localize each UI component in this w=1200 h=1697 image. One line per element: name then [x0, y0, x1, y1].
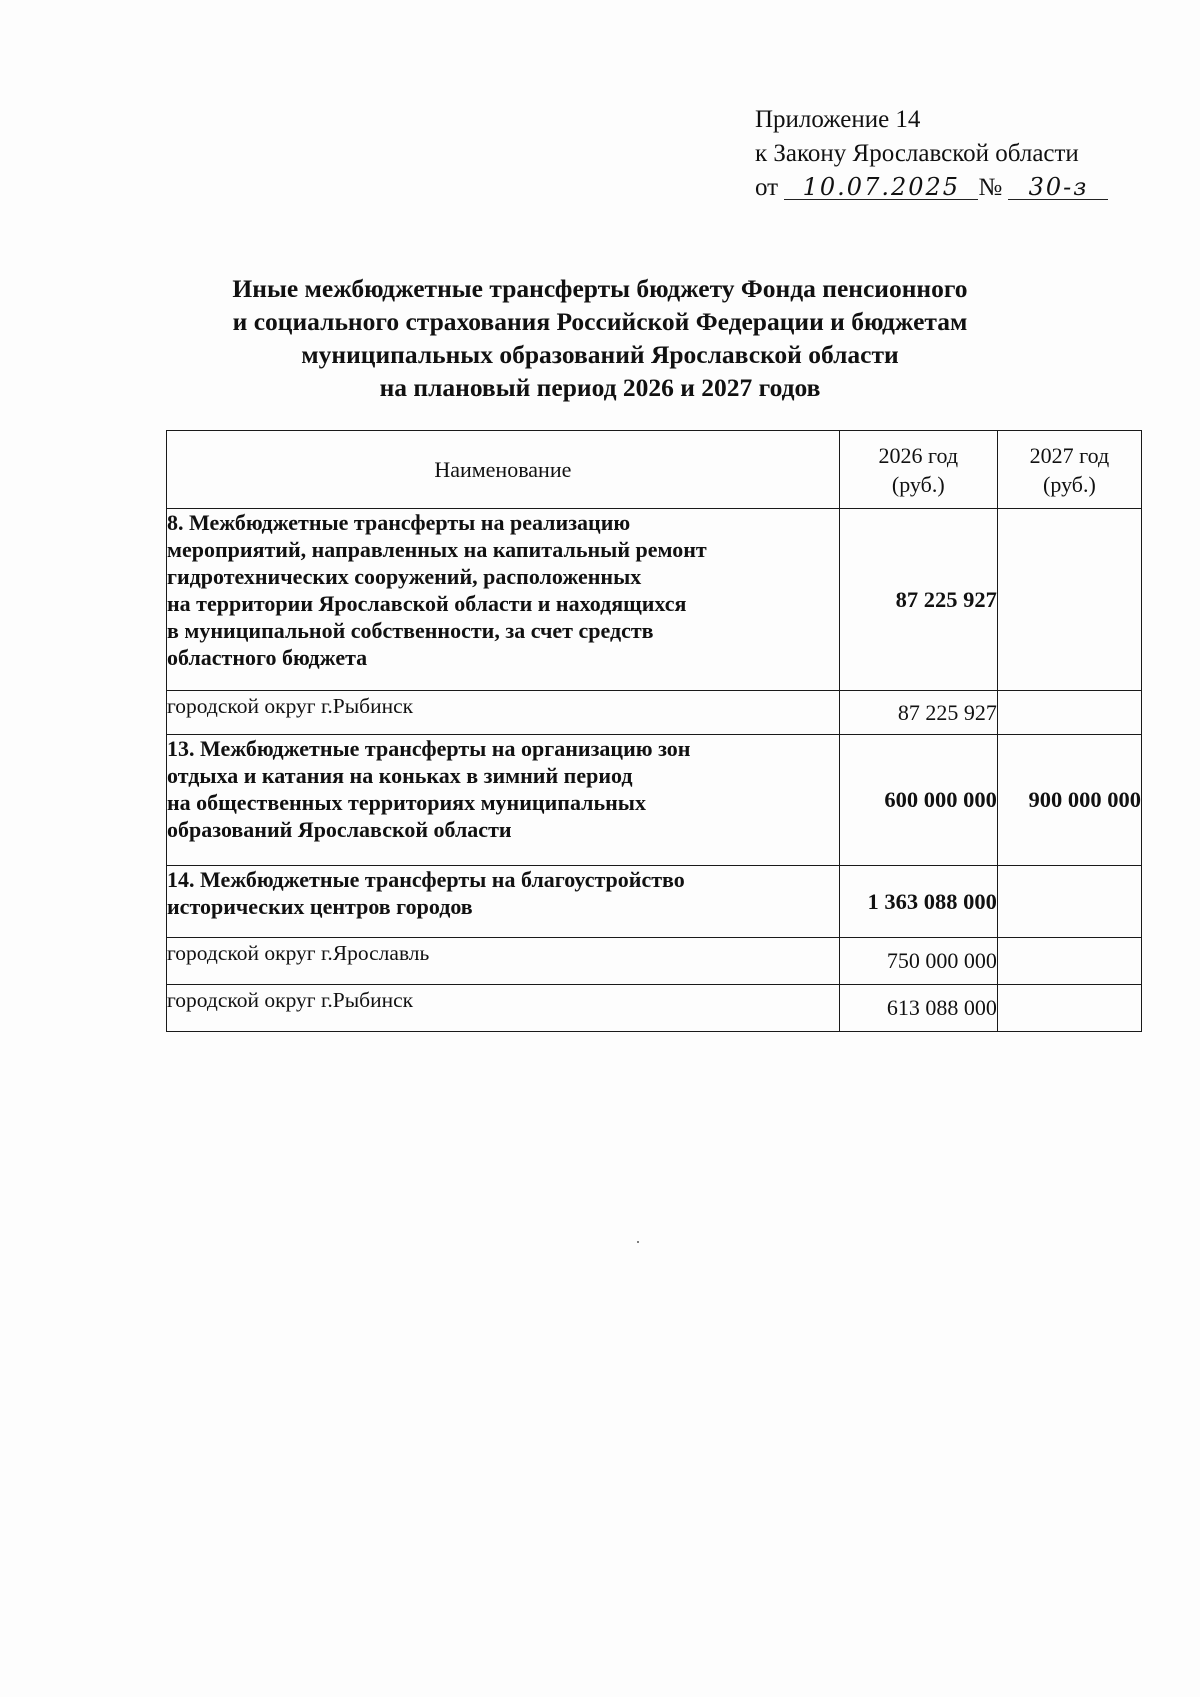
appendix-law-reference: к Закону Ярославской области: [755, 140, 1079, 167]
title-line: Иные межбюджетные трансферты бюджету Фонда пенсионного: [232, 274, 968, 303]
title-line: и социального страхования Российской Федерации и бюджетам: [232, 307, 968, 336]
title-line: муниципальных образований Ярославской области: [301, 340, 899, 369]
header-year-2026: 2026 год (руб.): [839, 431, 997, 509]
row-value-2027: 900 000 000: [997, 735, 1141, 866]
row-value-2027: [997, 691, 1141, 735]
row-value-2026: 87 225 927: [839, 691, 997, 735]
table-row: [167, 938, 1142, 985]
table-header-row: [167, 431, 1142, 509]
table-row: [167, 735, 1142, 866]
row-name: городской округ г.Рыбинск: [167, 691, 840, 735]
table-row: [167, 985, 1142, 1032]
appendix-title: Приложение 14: [755, 106, 921, 133]
handwritten-date: 10.07.2025: [784, 175, 978, 200]
row-value-2026: 750 000 000: [839, 938, 997, 985]
header-name: Наименование: [167, 431, 840, 509]
handwritten-number: 30-з: [1008, 175, 1108, 200]
row-value-2027: [997, 866, 1141, 938]
row-value-2027: [997, 938, 1141, 985]
row-name: 13. Межбюджетные трансферты на организацию зон отдыха и катания на коньках в зимний период на общественных территориях муниципальных образований Ярославской области: [167, 735, 840, 866]
row-value-2026: 1 363 088 000: [839, 866, 997, 938]
number-label: №: [978, 174, 1003, 201]
row-name: 8. Межбюджетные трансферты на реализацию мероприятий, направленных на капитальный ремонт гидротехнических сооружений, расположенных на территории Ярославской области и находящихся в муниципальной собственности, за счет средств областного бюджета: [167, 509, 840, 691]
row-value-2027: [997, 985, 1141, 1032]
row-name: городской округ г.Рыбинск: [167, 985, 840, 1032]
appendix-header: [755, 103, 1108, 205]
from-label: от: [755, 174, 779, 201]
title-line: на плановый период 2026 и 2027 годов: [379, 373, 821, 402]
row-value-2027: [997, 509, 1141, 691]
row-value-2026: 613 088 000: [839, 985, 997, 1032]
document-title: [150, 272, 1050, 404]
appendix-date-number-line: [755, 171, 1108, 205]
row-value-2026: 87 225 927: [839, 509, 997, 691]
transfers-table: [166, 430, 1142, 1032]
table-row: [167, 866, 1142, 938]
row-name: 14. Межбюджетные трансферты на благоустройство исторических центров городов: [167, 866, 840, 938]
table-row: [167, 691, 1142, 735]
scan-speck: [637, 1241, 639, 1243]
header-year-2027: 2027 год (руб.): [997, 431, 1141, 509]
row-name: городской округ г.Ярославль: [167, 938, 840, 985]
table-row: [167, 509, 1142, 691]
row-value-2026: 600 000 000: [839, 735, 997, 866]
